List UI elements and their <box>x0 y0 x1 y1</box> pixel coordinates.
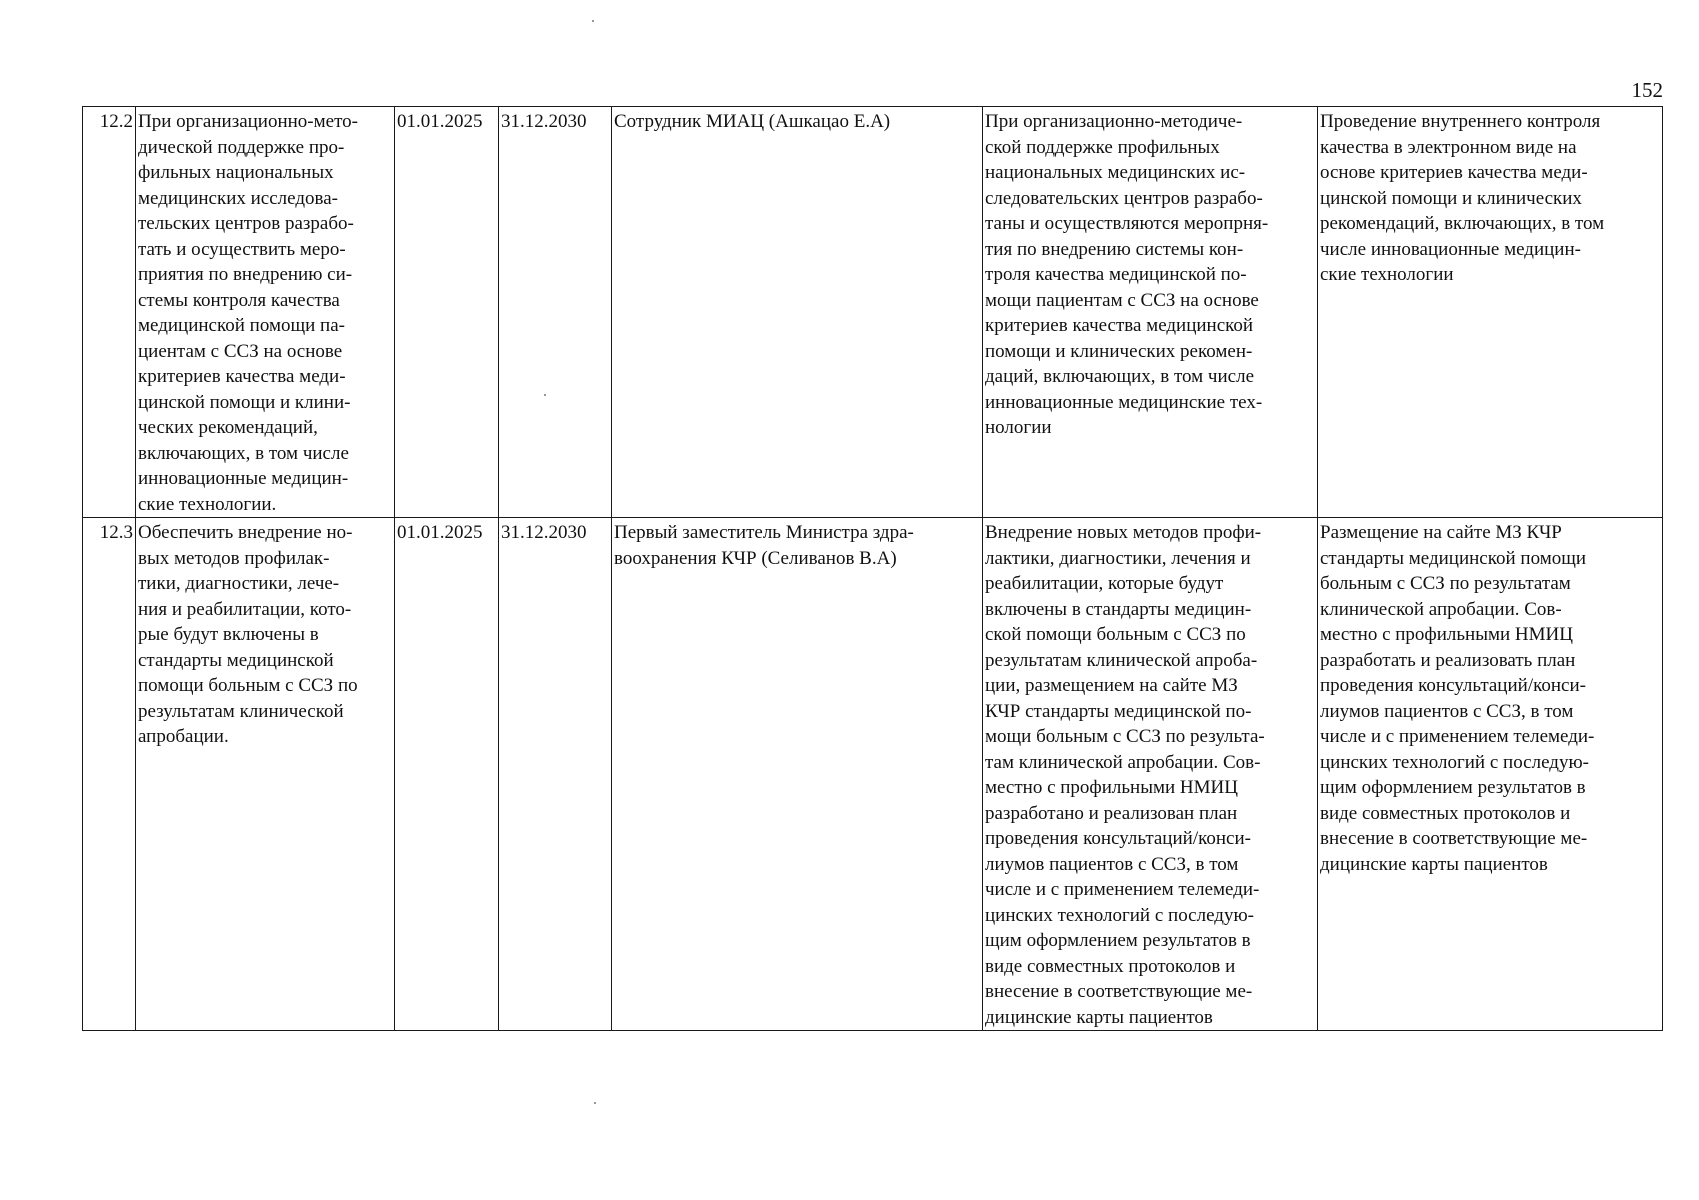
scan-speck <box>594 1102 596 1104</box>
control-description: Проведение внутреннего контроля качества в электронном виде на основе критериев качества меди- цинской помощи и клинических рекомендаций, включающих, в том числе инновационные медицин- ские технологии <box>1318 107 1663 518</box>
end-date: 31.12.2030 <box>499 518 612 1031</box>
start-date: 01.01.2025 <box>395 107 499 518</box>
expected-result: При организационно-методиче- ской поддержке профильных национальных медицинских ис- следовательских центров разрабо- таны и осуществляются меропрня- тия по внедрению системы кон- троля качества медицинской по- мощи пациентам с ССЗ на основе критериев качества медицинской помощи и клинических рекомен- даций, включающих, в том числе инновационные медицинские тех- нологии <box>983 107 1318 518</box>
event-description: Обеспечить внедрение но- вых методов профилак- тики, диагностики, лече- ния и реабилитации, кото- рые будут включены в стандарты медицинской помощи больным с ССЗ по результатам клинической апробации. <box>136 518 395 1031</box>
plan-table <box>82 106 1663 1031</box>
expected-result: Внедрение новых методов профи- лактики, диагностики, лечения и реабилитации, которые будут включены в стандарты медицин- ской помощи больным с ССЗ по результатам клинической апроба- ции, размещением на сайте МЗ КЧР стандарты медицинской по- мощи больным с ССЗ по результа- там клинической апробации. Сов- местно с профильными НМИЦ разработано и реализован план проведения консультаций/конси- лиумов пациентов с ССЗ, в том числе и с применением телемеди- цинских технологий с последую- щим оформлением результатов в виде совместных протоколов и внесение в соответствующие ме- дицинские карты пациентов <box>983 518 1318 1031</box>
scan-speck <box>544 394 546 396</box>
start-date: 01.01.2025 <box>395 518 499 1031</box>
table-row <box>83 107 1663 518</box>
responsible-person: Первый заместитель Министра здра- воохранения КЧР (Селиванов В.А) <box>612 518 983 1031</box>
page-number: 152 <box>1631 78 1663 102</box>
table-row <box>83 518 1663 1031</box>
responsible-person: Сотрудник МИАЦ (Ашкацао Е.А) <box>612 107 983 518</box>
row-number: 12.2 <box>83 107 136 518</box>
row-number: 12.3 <box>83 518 136 1031</box>
end-date: 31.12.2030 <box>499 107 612 518</box>
scan-speck <box>592 20 594 22</box>
control-description: Размещение на сайте МЗ КЧР стандарты медицинской помощи больным с ССЗ по результатам клинической апробации. Сов- местно с профильными НМИЦ разработать и реализовать план проведения консультаций/конси- лиумов пациентов с ССЗ, в том числе и с применением телемеди- цинских технологий с последую- щим оформлением результатов в виде совместных протоколов и внесение в соответствующие ме- дицинские карты пациентов <box>1318 518 1663 1031</box>
event-description: При организационно-мето- дической поддержке про- фильных национальных медицинских исследова- тельских центров разрабо- тать и осуществить меро- приятия по внедрению си- стемы контроля качества медицинской помощи па- циентам с ССЗ на основе критериев качества меди- цинской помощи и клини- ческих рекомендаций, включающих, в том числе инновационные медицин- ские технологии. <box>136 107 395 518</box>
